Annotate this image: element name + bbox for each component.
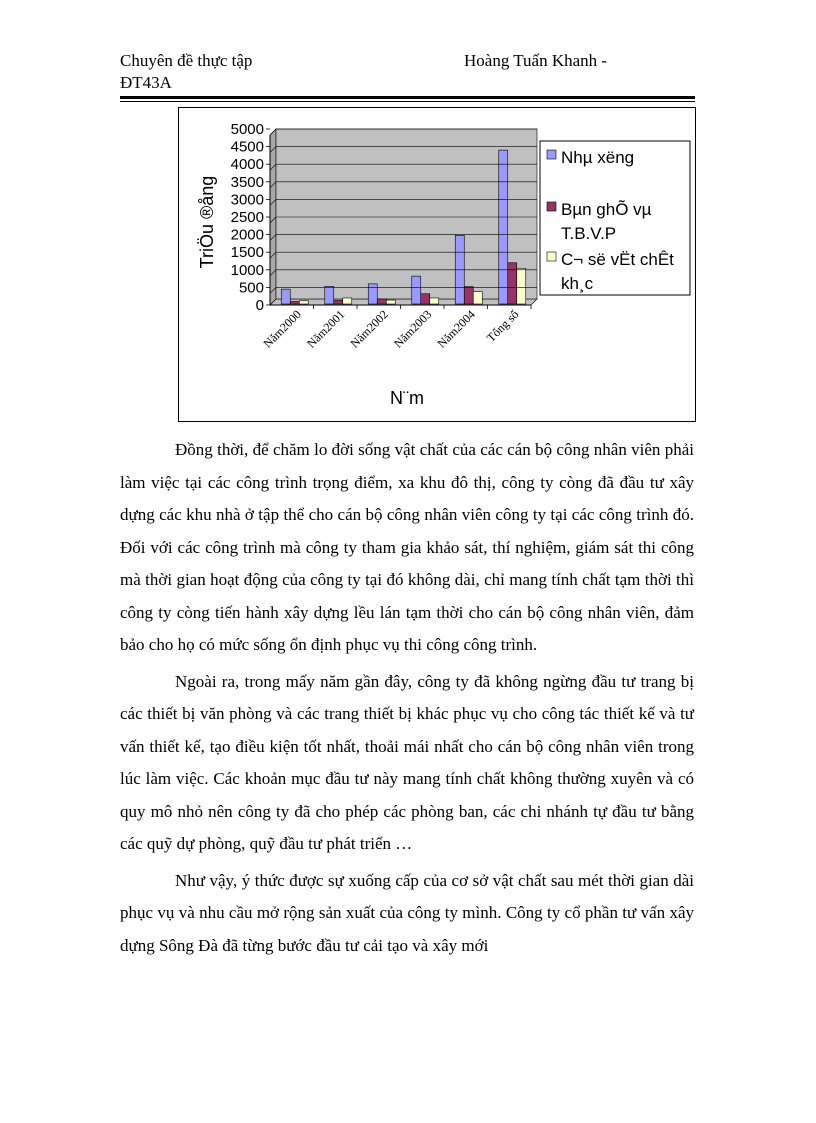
bar [464,287,473,304]
legend-swatch [547,202,556,211]
y-tick-label: 2000 [230,226,264,244]
bar [421,294,430,304]
bar [299,301,308,304]
y-tick-label: 0 [255,297,264,314]
bar [508,263,517,304]
x-tick-label: Năm2000 [260,307,304,351]
legend-label: Nhµ xëng [561,148,635,167]
bar [281,289,290,304]
x-tick-label: Năm2002 [347,307,391,351]
chart-floor [270,299,537,305]
bar [325,286,334,304]
header-author: Hoàng Tuấn Khanh - [464,51,608,70]
y-tick-label: 2500 [230,209,264,226]
bar [377,299,386,304]
y-tick-label: 500 [238,279,264,297]
chart-frame [178,107,696,422]
y-tick-label: 4500 [230,138,264,156]
x-tick-label: Tổng số [483,307,522,345]
page-header [120,50,695,94]
bar [290,301,299,304]
x-tick-label: Năm2004 [434,307,478,351]
legend-label: C¬ së vËt chÊt [561,250,674,269]
x-axis-title: N¨m [390,388,424,408]
legend-label: Bµn ghÕ vµ [561,200,652,219]
y-tick-label: 1500 [230,244,264,262]
header-class-code: ĐT43A [120,73,172,92]
header-rule-thin [120,101,695,102]
legend-swatch [547,252,556,261]
bar [368,284,377,304]
bar [517,268,526,304]
y-tick-label: 3000 [230,191,264,209]
bar [412,276,421,304]
y-tick-label: 5000 [230,121,264,138]
investment-bar-chart [179,108,695,421]
bar [430,298,439,304]
paragraph-1: Đồng thời, để chăm lo đời sống vật chất của các cán bộ công nhân viên phải làm việc tại các công trình trọng điểm, xa khu đô thị, công ty còng đã đầu tư xây dựng các khu nhà ở tập thể cho cán bộ công nhân viên công ty tại các công trình đó. Đối với các công trình mà công ty tham gia khảo sát, thí nghiệm, giám sát thi công mà thời gian hoạt động của công ty tại đó không dài, chỉ mang tính chất tạm thời thì công ty còng tiến hành xây dựng lều lán tạm thời cho cán bộ công nhân viên, đảm bảo cho họ có mức sống ổn định phục vụ thi công công trình. [120,440,694,654]
y-tick-label: 4000 [230,156,264,174]
y-tick-label: 3500 [230,173,264,191]
x-tick-label: Năm2001 [304,307,348,351]
header-rule-thick [120,96,695,99]
paragraph-2: Ngoài ra, trong mấy năm gần đây, công ty đã không ngừng đầu tư trang bị các thiết bị văn phòng và các trang thiết bị khác phục vụ cho công tác thiết kế và tư vấn thiết kế, tạo điều kiện tốt nhất, thoải mái nhất cho cán bộ công nhân viên trong lúc làm việc. Các khoản mục đầu tư này mang tính chất không thường xuyên và có quy mô nhỏ nên công ty đã cho phép các phòng ban, các chi nhánh tự đầu tư bằng các quỹ dự phòng, quỹ đầu tư phát triển … [120,671,694,853]
y-tick-label: 1000 [230,261,264,279]
y-axis-title: TriÖu ®ång [197,175,217,269]
bar [473,292,482,304]
bar [334,300,343,304]
legend-label: T.B.V.P [561,224,617,243]
bar [343,298,352,304]
chart-side-wall [270,129,276,305]
bar [499,150,508,304]
chart-back-wall [276,129,537,299]
paragraph-3: Như vậy, ý thức được sự xuống cấp của cơ sở vật chất sau mét thời gian dài phục vụ và nhu cầu mở rộng sản xuất của công ty mình. Công ty cổ phần tư vấn xây dựng Sông Đà đã từng bước đầu tư cải tạo và xây mới [120,870,694,955]
legend-swatch [547,150,556,159]
header-title: Chuyên đề thực tập [120,51,253,70]
legend-label: kh¸c [561,274,594,293]
bar [386,300,395,304]
x-tick-label: Năm2003 [391,307,435,351]
body-text [120,434,694,966]
